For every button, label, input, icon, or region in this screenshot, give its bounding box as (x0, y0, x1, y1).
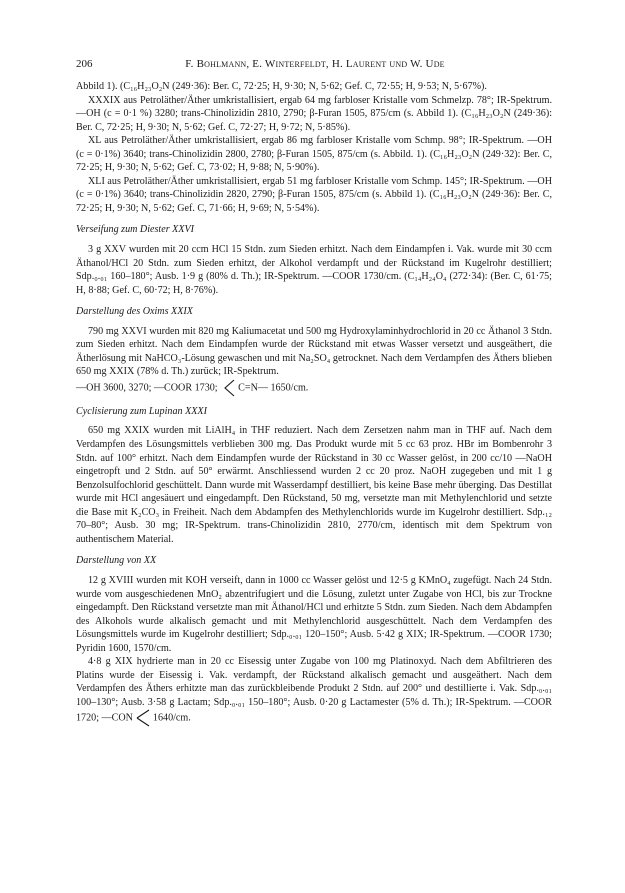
body-text (76, 80, 552, 727)
formula-prefix: —OH 3600, 3270; —COOR 1730; (76, 382, 218, 394)
section-body: 650 mg XXIX wurden mit LiAlH₄ in THF reduziert. Nach dem Zersetzen nahm man in THF auf. Nach dem Verdampfen des Lösungsmittels verblieben 300 mg. Das Produkt wurde mit 5 cc 63 proz. HBr im Bombenrohr 3 Stdn. auf 100° erhitzt. Nach dem Eindampfen wurde der Rückstand in 30 cc Wasser gelöst, in 200 cc/10 —NaOH eingetropft und 2 Stdn. auf 50° erwärmt. Anschliessend wurden 2 cc 20 proz. NaOH zugegeben und mit 1 g Benzolsulfochlorid geschüttelt. Dann wurde mit Wasserdampf destilliert, bis keine Base mehr überging. Das Destillat wurde mit HCl angesäuert und eingedampft. Den Rückstand, 50 mg, versetzte man mit Methylenchlorid und setzte die Base mit K₂CO₃ in Freiheit. Nach dem Abdampfen des Methylenchlorids wurde im Kugelrohr destilliert. Sdp.₁₂ 70–80°; Ausb. 30 mg; IR-Spektrum. trans-Chinolizidin 2810, 2770/cm, identisch mit dem Spektrum von authentischem Material. (76, 425, 552, 545)
paragraph: XLI aus Petroläther/Äther umkristallisiert, ergab 51 mg farbloser Kristalle vom Schmp. 145°; IR-Spektrum. —OH (c = 0·1%) 3640; trans-Chinolizidin 2820, 2790; β-Furan 1505, 875/cm (s. Abbild 1). (C₁₆H₂₃O₂N (249·36): Ber. C, 72·25; H, 9·30; N, 5·62; Gef. C, 71·66; H, 9·69; N, 5·54%). (76, 175, 552, 214)
page-number: 206 (76, 58, 93, 70)
section-body-continued (76, 655, 552, 727)
formula-suffix: C=N— 1650/cm. (238, 382, 309, 394)
paragraph: XL aus Petroläther/Äther umkristallisiert, ergab 86 mg farbloser Kristalle vom Schmp. 98°; IR-Spektrum. —OH (c = 0·1%) 3640; trans-Chinolizidin 2800, 2780; β-Furan 1505, 875/cm (s. Abbild. 1). (C₁₆H₂₃O₂N (249·32): Ber. C, 72·25; H, 9·30; N, 5·62; Gef. C, 73·02; H, 9·88; N, 5·90%). (76, 135, 552, 174)
section-body: 12 g XVIII wurden mit KOH verseift, dann in 1000 cc Wasser gelöst und 12·5 g KMnO₄ zugefügt. Nach 24 Stdn. wurde vom ausgeschiedenen MnO₂ abzentrifugiert und die Lösung, zuletzt unter Zugabe von HCl, bis zur Trockne eingedampft. Den Rückstand versetzte man mit Äthanol/HCl und erhitzte 5 Stdn. zum Sieden. Nach dem Abdampfen des Alkohols wurde alkalisch gemacht und mit Methylenchlorid ausgeschüttelt. Nach dem Verdampfen des Lösungsmittels wurde im Kugelrohr destilliert; Sdp.₀.₀₁ 120–150°; Ausb. 5·42 g XIX; IR-Spektrum. —COOR 1730; Pyridin 1600, 1570/cm. (76, 574, 552, 654)
paragraph: XXXIX aus Petroläther/Äther umkristallisiert, ergab 64 mg farbloser Kristalle vom Schmelzp. 78°; IR-Spektrum. —OH (c = 0·1 %) 3280; trans-Chinolizidin 2810, 2790; β-Furan 1505, 875/cm (s. Abbild 1). (C₁₆H₂₃O₂N (249·36): Ber. C, 72·25; H, 9·30; N, 5·62; Gef. C, 72·27; H, 9·72; N, 5·85%). (76, 94, 552, 133)
section-body-text: 4·8 g XIX hydrierte man in 20 cc Eisessig unter Zugabe von 100 mg Platinoxyd. Nach dem Abfiltrieren des Platins wurde der Eisessig i. Vak. verdampft, der Rückstand alkalisch gemacht und ausgeäthert. Nach dem Verdampfen des Äthers erhitzte man das zurückbleibende Produkt 2 Stdn. auf 200° und destillierte i. Vak. Sdp.₀.₀₁ 100–130°; Ausb. 3·58 g Lactam; Sdp.₀.₀₁ 150–180°; Ausb. 0·20 g Lactamester (5% d. Th.); IR-Spektrum. —COOR 1720; —CON (76, 656, 552, 724)
chevron-bond-icon (136, 709, 150, 727)
section-heading: Darstellung des Oxims XXIX (76, 306, 193, 318)
running-head-authors: F. Bohlmann, E. Winterfeldt, H. Laurent und W. Ude (185, 58, 445, 70)
chevron-bond-icon (223, 379, 235, 397)
formula-suffix: 1640/cm. (152, 712, 191, 724)
section-body: 3 g XXV wurden mit 20 ccm HCl 15 Stdn. zum Sieden erhitzt. Nach dem Eindampfen i. Vak. wurde mit 30 ccm Äthanol/HCl 20 Stdn. zum Sieden erhitzt, der Alkohol verdampft und der Rückstand im Kugelrohr destilliert; Sdp.₀.₀₁ 160–180°; Ausb. 1·9 g (80% d. Th.); IR-Spektrum. —COOR 1730/cm. (C₁₄H₂₄O₄ (272·34): (Ber. C, 61·75; H, 8·88; Gef. C, 60·72; H, 8·76%). (76, 244, 552, 296)
section-heading: Cyclisierung zum Lupinan XXXI (76, 405, 207, 417)
section-heading: Verseifung zum Diester XXVI (76, 224, 195, 236)
paragraph: Abbild 1). (C₁₆H₂₃O₂N (249·36): Ber. C, 72·25; H, 9·30; N, 5·62; Gef. C, 72·55; H, 9·53; N, 5·67%). (76, 81, 487, 92)
formula-line (76, 379, 552, 397)
section-body: 790 mg XXVI wurden mit 820 mg Kaliumacetat und 500 mg Hydroxylaminhydrochlorid in 20 cc Äthanol 3 Stdn. zum Sieden erhitzt. Nach dem Eindampfen wurde der Rückstand mit etwas Wasser versetzt und ausgeäthert, die Ätherlösung mit NaHCO₃-Lösung gewaschen und mit Na₂SO₄ getrocknet. Nach dem Verdampfen des Äthers blieben 650 mg XXIX (78% d. Th.) zurück; IR-Spektrum. (76, 325, 552, 378)
section-heading: Darstellung von XX (76, 555, 157, 567)
